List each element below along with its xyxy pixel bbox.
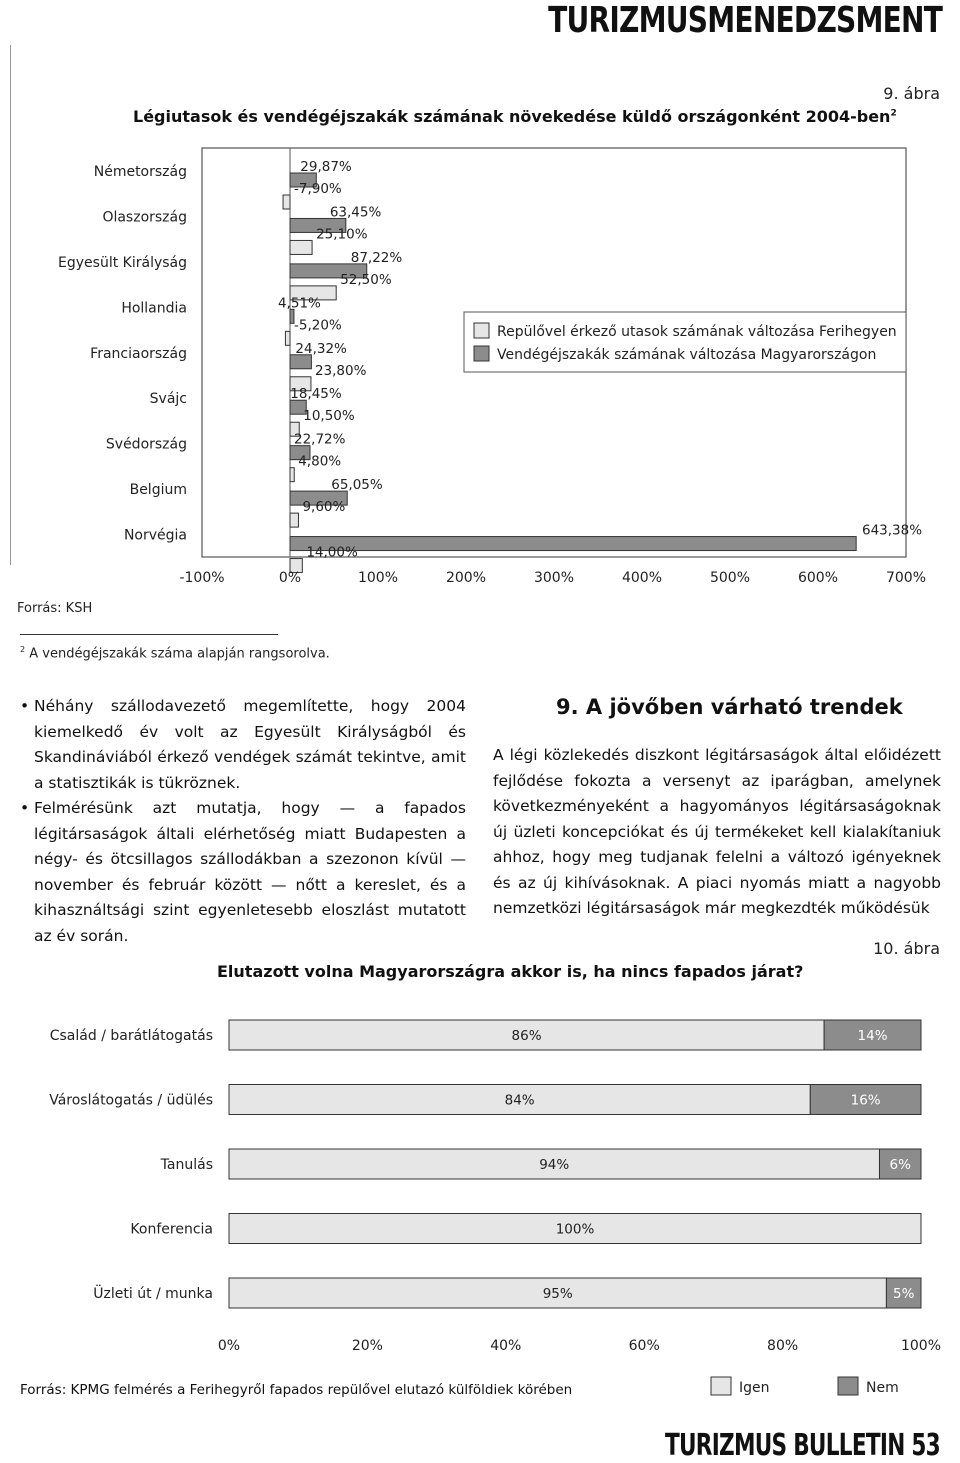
- category-label: Svájc: [149, 391, 187, 408]
- figure-9-footnote: [20, 645, 330, 661]
- footnote-rule: [20, 634, 278, 635]
- data-label: -7,90%: [294, 181, 342, 197]
- data-label: 5%: [892, 1286, 915, 1302]
- category-label: Család / barátlátogatás: [49, 1028, 213, 1044]
- data-label: 23,80%: [314, 362, 367, 379]
- bullet-text: Felmérésünk azt mutatja, hogy — a fapados légitársaságok általi elérhetőség miatt Budapesten a négy- és ötcsillagos szállodákban a szezonon kívül — november és február között — nőtt a kereslet, és a kihasználtsági szint egyenletesebb eloszlást mutatott az év során.: [34, 799, 466, 945]
- data-label: 95%: [542, 1286, 573, 1302]
- figure-10-source: Forrás: KPMG felmérés a Ferihegyről fapados repülővel elutazó külföldiek körében: [20, 1382, 573, 1398]
- figure-10-title: Elutazott volna Magyarországra akkor is, ha nincs fapados járat?: [217, 962, 804, 981]
- bullet-text: Néhány szállodavezető megemlítette, hogy 2004 kiemelkedő év volt az Egyesült Királyságból és Skandináviából érkező vendégek számát tekintve, amit a statisztikák is tükröznek.: [34, 697, 466, 792]
- bullet-icon: •: [20, 697, 30, 715]
- x-tick-label: 600%: [797, 570, 839, 586]
- category-label: Üzleti út / munka: [93, 1286, 213, 1302]
- legend-label: Repülővel érkező utasok számának változása Ferihegyen: [497, 324, 897, 340]
- figure-10-number: 10. ábra: [873, 939, 940, 958]
- footnote-text: A vendégéjszakák száma alapján rangsorolva.: [29, 646, 330, 662]
- bullet-item: [20, 796, 466, 949]
- legend-label: Igen: [739, 1380, 770, 1396]
- data-label: 25,10%: [316, 226, 368, 243]
- footnote-mark: 2: [20, 645, 26, 654]
- data-label: 63,45%: [329, 204, 382, 221]
- x-tick-label: 100%: [357, 570, 399, 586]
- bar: [283, 195, 290, 209]
- legend-swatch: [474, 346, 489, 361]
- data-label: 94%: [539, 1157, 570, 1173]
- data-label: 643,38%: [862, 522, 923, 539]
- data-label: 86%: [511, 1028, 542, 1044]
- bar: [285, 331, 290, 345]
- figure-9-number: 9. ábra: [883, 84, 940, 103]
- category-label: Franciaország: [90, 345, 187, 362]
- data-label: 65,05%: [331, 477, 383, 494]
- bullet-icon: •: [20, 799, 30, 817]
- data-label: 87,22%: [350, 249, 403, 266]
- data-label: 10,50%: [303, 408, 355, 425]
- legend-swatch: [838, 1377, 858, 1395]
- data-label: 16%: [850, 1092, 881, 1109]
- legend-swatch: [711, 1377, 731, 1395]
- x-tick-label: 400%: [621, 570, 663, 586]
- x-tick-label: -100%: [179, 570, 225, 586]
- left-column: [20, 694, 466, 949]
- chart-figure-10: [0, 1000, 960, 1410]
- category-label: Városlátogatás / üdülés: [49, 1092, 213, 1109]
- footer-title: TURIZMUS BULLETIN 53: [664, 1428, 940, 1463]
- data-label: 18,45%: [290, 386, 342, 403]
- x-tick-label: 60%: [628, 1338, 660, 1354]
- legend-box: [464, 312, 906, 372]
- category-label: Olaszország: [102, 209, 187, 226]
- category-label: Egyesült Királyság: [58, 254, 187, 271]
- x-tick-label: 700%: [885, 570, 927, 586]
- x-tick-label: 300%: [533, 570, 575, 586]
- x-tick-label: 80%: [767, 1338, 799, 1354]
- data-label: 22,72%: [293, 431, 346, 448]
- x-tick-label: 0%: [217, 1338, 241, 1354]
- bar: [290, 513, 298, 527]
- right-column-paragraph: A légi közlekedés diszkont légitársaságok által előidézett fejlődése fokozta a versenyt az iparágban, amelynek következményeként a hagyományos légitársaságoknak új üzleti koncepciókat és új termékeket kell kialakítaniuk ahhoz, hogy meg tudjanak felelni a változó igényeknek és az új kihívásoknak. A piaci nyomás miatt a nagyobb nemzetközi légitársaságok már megkezdték működésük: [493, 746, 941, 917]
- header-title: TURIZMUSMENEDZSMENT: [547, 0, 942, 41]
- category-label: Hollandia: [121, 300, 187, 317]
- section-heading: 9. A jövőben várható trendek: [556, 695, 903, 719]
- data-label: 52,50%: [340, 271, 392, 288]
- category-label: Svédország: [105, 436, 187, 453]
- bar: [290, 468, 294, 482]
- x-tick-label: 500%: [709, 570, 751, 586]
- x-tick-label: 200%: [445, 570, 487, 586]
- x-tick-label: 40%: [490, 1338, 522, 1354]
- category-label: Németország: [93, 164, 187, 180]
- data-label: 24,32%: [295, 340, 347, 357]
- data-label: -5,20%: [294, 317, 342, 334]
- legend-label: Vendégéjszakák számának változása Magyarországon: [497, 347, 877, 363]
- figure-9-title-text: Légiutasok és vendégéjszakák számának növekedése küldő országonként 2004-ben: [133, 107, 891, 126]
- data-label: 29,87%: [300, 159, 352, 175]
- figure-9-title: [133, 107, 897, 126]
- category-label: Belgium: [129, 482, 187, 499]
- x-tick-label: 0%: [278, 570, 302, 586]
- figure-9-source: Forrás: KSH: [17, 601, 93, 616]
- data-label: 84%: [504, 1092, 535, 1109]
- data-label: 4,51%: [277, 295, 321, 312]
- legend-label: Nem: [866, 1380, 899, 1396]
- x-tick-label: 20%: [351, 1338, 383, 1354]
- chart-figure-9: [0, 140, 960, 595]
- bar: [290, 240, 312, 254]
- bullet-item: [20, 694, 466, 796]
- data-label: 9,60%: [302, 499, 346, 516]
- data-label: 6%: [889, 1157, 911, 1173]
- category-label: Tanulás: [160, 1157, 213, 1173]
- category-label: Norvégia: [123, 527, 187, 544]
- data-label: 14%: [857, 1028, 888, 1044]
- bar: [290, 537, 856, 551]
- figure-9-title-sup: 2: [890, 108, 897, 119]
- data-label: 14,00%: [306, 544, 358, 561]
- x-tick-label: 100%: [900, 1338, 942, 1354]
- data-label: 4,80%: [298, 453, 342, 470]
- category-label: Konferencia: [130, 1221, 213, 1238]
- legend-swatch: [474, 323, 489, 338]
- data-label: 100%: [555, 1221, 595, 1238]
- bar: [290, 355, 311, 369]
